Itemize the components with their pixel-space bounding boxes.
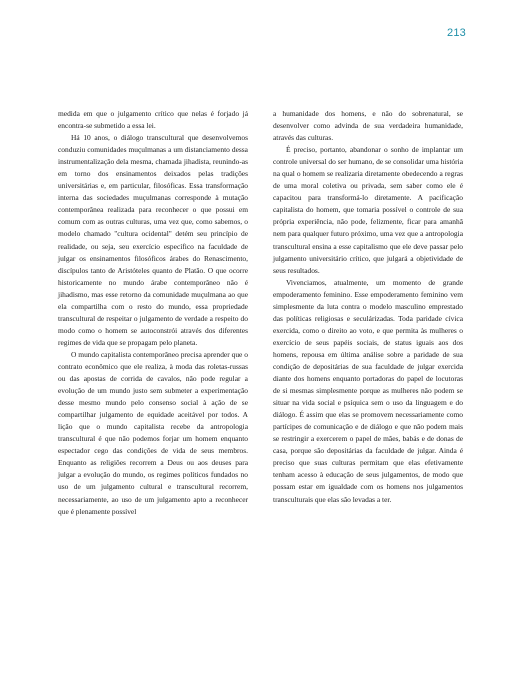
page-number: 213 (447, 27, 466, 39)
paragraph: Vivenciamos, atualmente, um momento de grande empoderamento feminino. Esse empoderamento feminino vem simplesmente da luta contra o modelo masculino emprestado das políticas religiosas e seculárizadas. Toda paridade cívica exercida, como o direito ao voto, e que permita às mulheres o exercício de seus papéis sociais, de status iguais aos dos homens, repousa em última análise sobre a paridade de sua condição de depositárias de sua faculdade de julgar exercida diante dos homens enquanto portadoras do papel de locutoras de si mesmas simplesmente porque as mulheres não podem se situar na vida social e psíquica sem o uso da linguagem e do diálogo. É assim que elas se promovem necessariamente como partícipes de comunicação e de diálogo e que não podem mais se restringir a exercerem o papel de mães, babás e de donas de casa, porque são depositárias da faculdade de julgar. Ainda é preciso que suas culturas permitam que elas efetivamente tenham acesso à educação de seus julgamentos, de modo que possam estar em igualdade com os homens nos julgamentos transculturais que elas são levadas a ter. (273, 277, 463, 504)
paragraph: a humanidade dos homens, e não do sobrenatural, se desenvolver como advinda de sua verdadeira humanidade, através das culturas. (273, 109, 463, 143)
paragraph: medida em que o julgamento crítico que nelas é forjado já encontra-se submetido a essa lei. (58, 109, 248, 131)
paragraph: Há 10 anos, o diálogo transcultural que desenvolvemos conduziu comunidades muçulmanas a um distanciamento dessa instrumentalização dela mesma, chamada jihadista, reunindo-as em torno dos ensinamentos deixados pelas tradições universitárias e, em particular, filosóficas. Essa transformação interna das sociedades muçulmanas corresponde à mutação contemporânea realizada para reconhecer o que possui em comum com as outras culturas, uma vez que, como sabemos, o modelo chamado "cultura ocidental" detém seu princípio de realidade, ou seja, seu exercício específico na faculdade de julgar os ensinamentos filosóficos árabes do Renascimento, discípulos tanto de Aristóteles quanto de Platão. O que ocorre historicamente no mundo árabe contemporâneo não é jihadismo, mas esse retorno da comunidade muçulmana ao que ela compartilha com o resto do mundo, essa propriedade transcultural de respeitar o julgamento de verdade a respeito do modo como o homem se autoconstrói através dos diferentes regimes de vida que se propagam pelo planeta. (58, 133, 248, 347)
paragraph: É preciso, portanto, abandonar o sonho de implantar um controle universal do ser humano, de se consolidar uma história na qual o homem se realizaria diretamente obedecendo a regras de uma moral coletiva ou privada, sem saber como ele é capacitou para transformá-lo diretamente. A pacificação capitalista do homem, que tomaria possível o controle de sua própria experiência, não pode, felizmente, ficar para amanhã nem para qualquer futuro próximo, uma vez que a antropologia transcultural ensina a esse capitalismo que ele deve passar pelo julgamento universitário crítico, que julgará a objetividade de seus resultados. (273, 145, 463, 275)
left-text-column (58, 108, 248, 518)
paragraph: O mundo capitalista contemporâneo precisa aprender que o contrato econômico que ele realiza, à moda das roletas-russas ou das apostas de corrida de cavalos, não pode regular a evolução de um mundo justo sem submeter a experimentação desse mesmo mundo pelo consenso social à ação de se compartilhar julgamento de equidade aceitável por todos. A lição que o mundo capitalista recebe da antropologia transcultural é que não podemos forjar um homem enquanto espectador cego das condições de vida de seus membros. Enquanto as religiões recorrem a Deus ou aos deuses para julgar a evolução do mundo, os regimes políticos fundados no uso de um julgamento cultural e transcultural recorrem, necessariamente, ao uso de um julgamento apto a reconhecer que é plenamente possível (58, 349, 248, 516)
right-text-column (273, 108, 463, 506)
